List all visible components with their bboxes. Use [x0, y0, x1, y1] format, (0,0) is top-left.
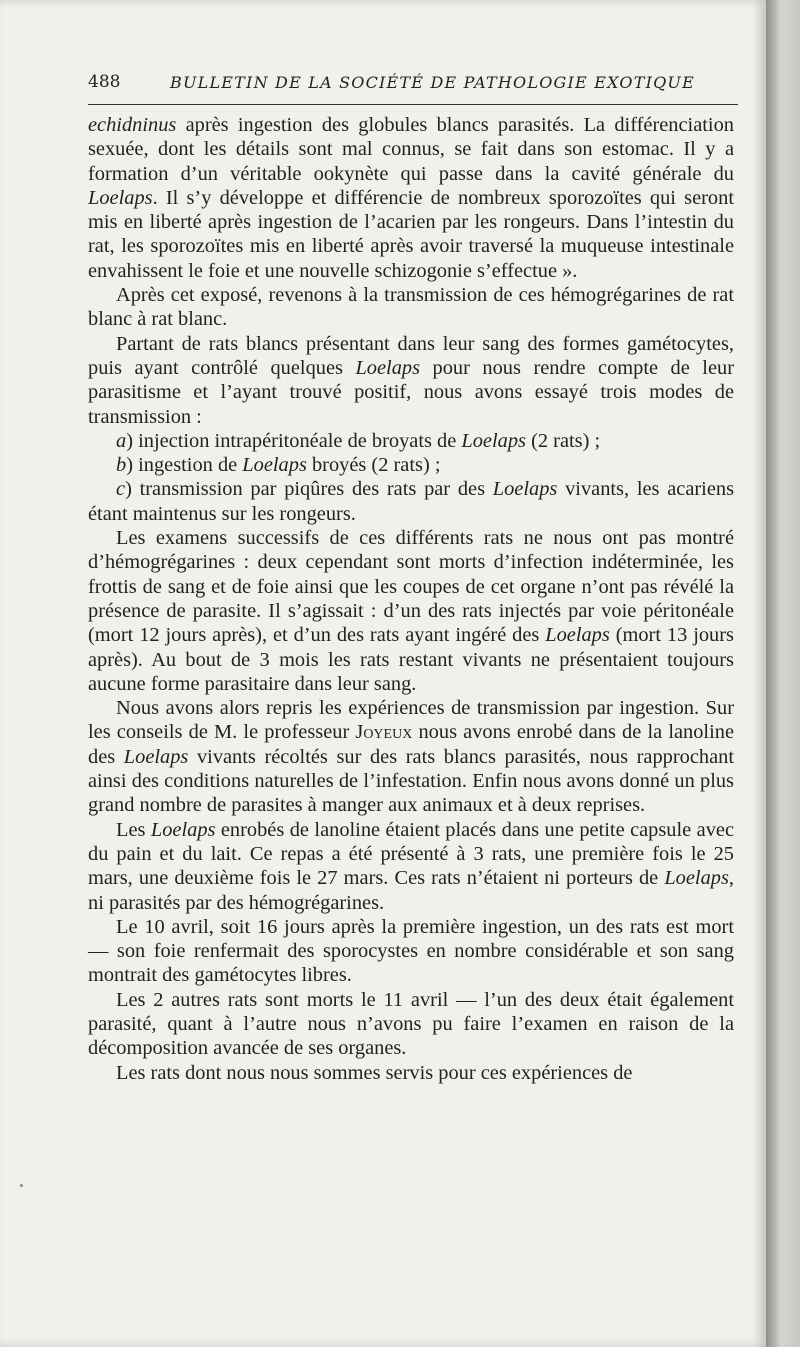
- text-run: Les: [116, 818, 151, 841]
- italic-run: Loelaps: [492, 478, 558, 501]
- text-run: ) transmission par piqûres des rats par des: [125, 478, 493, 501]
- paragraph: [88, 818, 734, 915]
- list-item-a: [88, 429, 734, 453]
- paper-speck: [20, 1184, 23, 1187]
- paragraph: [88, 696, 734, 817]
- text-run: vivants récoltés sur des rats blancs parasités, nous rapprochant ainsi des conditions naturelles de l’infestation. Enfin nous avons donné un plus grand nombre de parasites à manger aux animaux et à deux reprises.: [88, 745, 734, 817]
- body-text: [88, 113, 734, 1085]
- paragraph: [88, 283, 734, 332]
- text-run: Partant de rats blancs présentant dans leur sang des formes gamétocytes, puis ayant contrôlé quelques: [88, 332, 734, 379]
- small-caps-run: Joyeux: [355, 721, 413, 744]
- text-run: pour nous rendre compte de leur parasitisme et l’ayant trouvé positif, nous avons essayé trois modes de transmission :: [88, 356, 734, 428]
- text-run: enrobés de lanoline étaient placés dans une petite capsule avec du pain et du lait. Ce repas a été présenté à 3 rats, une première fois le 25 mars, une deuxième fois le 27 mars. Ces rats n’étaient ni porteurs de: [88, 818, 734, 890]
- text-run: vivants, les acariens étant maintenus sur les rongeurs.: [88, 478, 735, 525]
- running-title: BULLETIN DE LA SOCIÉTÉ DE PATHOLOGIE EXOTIQUE: [170, 73, 695, 92]
- paragraph: [88, 113, 734, 283]
- paragraph: [88, 332, 734, 429]
- paragraph: [88, 915, 734, 988]
- italic-run: Loelaps: [123, 745, 189, 768]
- paragraph: [88, 526, 734, 696]
- text-run: après ingestion des globules blancs parasités. La différenciation sexuée, dont les détails sont mal connus, se fait dans son estomac. Il y a formation d’un véritable ookynète qui passe dans la cavité générale du: [88, 114, 734, 185]
- italic-run: Loelaps: [150, 818, 216, 841]
- text-run: nous avons enrobé dans de la lanoline des: [88, 721, 734, 768]
- text-run: Le 10 avril, soit 16 jours après la première ingestion, un des rats est mort — son foie renfermait des sporocystes en nombre considérable et son sang montrait des gamétocytes libres.: [88, 915, 734, 987]
- page-number: 488: [88, 72, 121, 92]
- text-run: Les rats dont nous nous sommes servis pour ces expériences de: [116, 1061, 633, 1084]
- text-run: Après cet exposé, revenons à la transmission de ces hémogrégarines de rat blanc à rat blanc.: [88, 284, 734, 331]
- text-run: (mort 13 jours après). Au bout de 3 mois les rats restant vivants ne présentaient toujours aucune forme parasitaire dans leur sang.: [88, 624, 734, 695]
- text-run: Les 2 autres rats sont morts le 11 avril — l’un des deux était également parasité, quant à l’autre nous n’avons pu faire l’examen en raison de la décomposition avancée de ses organes.: [88, 988, 734, 1060]
- italic-run: Loelaps: [664, 867, 729, 890]
- list-item-b: [88, 453, 734, 477]
- italic-run: Loelaps: [88, 186, 153, 209]
- text-run: broyés (2 rats) ;: [306, 454, 441, 477]
- text-run: ) injection intrapéritonéale de broyats de: [126, 429, 462, 452]
- italic-run: Loelaps: [355, 356, 421, 379]
- page-header: [88, 72, 738, 102]
- text-run: (2 rats) ;: [525, 429, 601, 452]
- text-run: Les examens successifs de ces différents rats ne nous ont pas montré d’hémogrégarines : deux cependant sont morts d’infection indéterminée, les frottis de sang et de foie ainsi que les coupes de cet organe n’ont pas révélé la présence de parasite. Il s’agissait : d’un des rats injectés par voie péritonéale (mort 12 jours après), et d’un des rats ayant ingéré des: [88, 527, 734, 647]
- paragraph: [88, 1061, 734, 1085]
- italic-run: c: [116, 478, 126, 501]
- text-run: ) ingestion de: [126, 454, 243, 477]
- text-run: . Il s’y développe et différencie de nombreux sporozoïtes qui seront mis en liberté après ingestion de l’acarien par les rongeurs. Dans l’intestin du rat, les sporozoïtes mis en liberté après avoir traversé la muqueuse intestinale envahissent le foie et une nouvelle schizogonie s’effectue ».: [88, 186, 734, 282]
- italic-run: Loelaps: [242, 454, 307, 477]
- italic-run: echidninus: [88, 114, 177, 136]
- list-item-c: [88, 477, 734, 526]
- book-gutter: [766, 0, 800, 1347]
- header-rule: [88, 104, 738, 105]
- italic-run: a: [116, 429, 127, 452]
- paragraph: [88, 988, 734, 1061]
- italic-run: Loelaps: [545, 624, 610, 647]
- text-run: , ni parasités par des hémogrégarines.: [88, 867, 734, 914]
- italic-run: b: [116, 454, 127, 477]
- text-run: Nous avons alors repris les expériences de transmission par ingestion. Sur les conseils de M. le professeur: [88, 697, 734, 744]
- italic-run: Loelaps: [461, 429, 526, 452]
